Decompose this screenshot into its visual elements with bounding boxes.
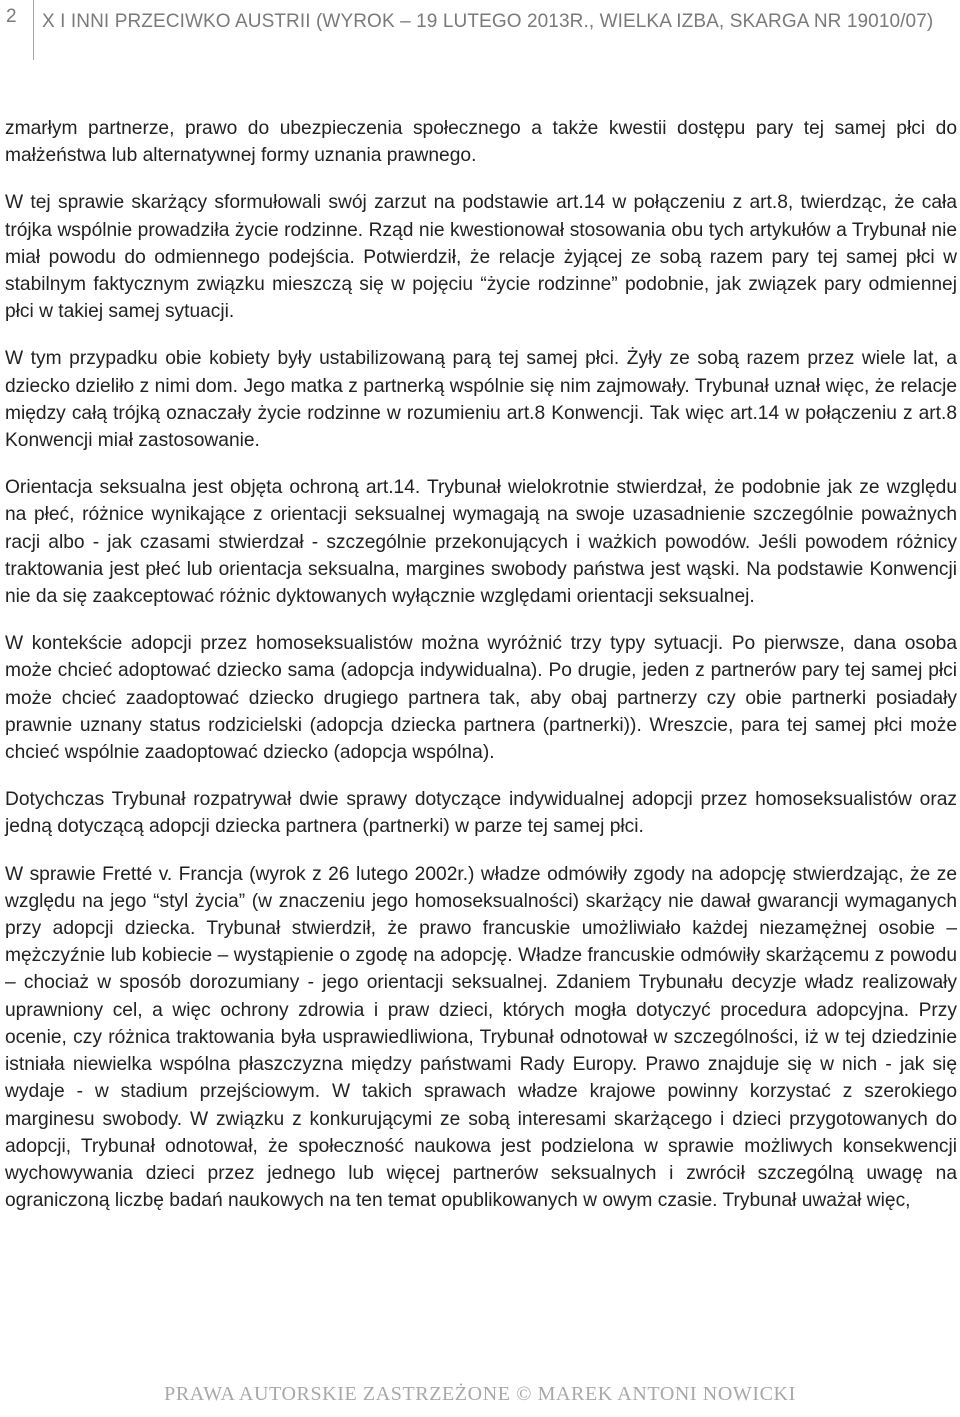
page-number: 2: [6, 6, 17, 27]
paragraph: Orientacja seksualna jest objęta ochroną art.14. Trybunał wielokrotnie stwierdzał, że podobnie jak ze względu na płeć, różnice wynikające z orientacji seksualnej wymagają na swoje uzasadnienie szczególnie poważnych racji albo - jak czasami stwierdzał - szczególnie przekonujących i ważkich powodów. Jeśli powodem różnicy traktowania jest płeć lub orientacja seksualna, margines swobody państwa jest wąski. Na podstawie Konwencji nie da się zaakceptować różnic dyktowanych wyłącznie względami orientacji seksualnej.: [5, 477, 957, 608]
paragraph: W kontekście adopcji przez homoseksualistów można wyróżnić trzy typy sytuacji. Po pierwsze, dana osoba może chcieć adoptować dziecko sama (adopcja indywidualna). Po drugie, jeden z partnerów pary tej samej płci może chcieć zaadoptować dziecko drugiego partnera tak, aby obaj partnerzy czy obie partnerki posiadały prawnie uznany status rodzicielski (adopcja dziecka partnera (partnerki)). Wreszcie, para tej samej płci może chcieć wspólnie zaadoptować dziecko (adopcja wspólna).: [5, 633, 957, 764]
paragraph: W tym przypadku obie kobiety były ustabilizowaną parą tej samej płci. Żyły ze sobą razem przez wiele lat, a dziecko dzieliło z nimi dom. Jego matka z partnerką wspólnie się nim zajmowały. Trybunał uznał więc, że relacje między całą trójką oznaczały życie rodzinne w rozumieniu art.8 Konwencji. Tak więc art.14 w połączeniu z art.8 Konwencji miał zastosowanie.: [5, 348, 957, 452]
page-header: [0, 0, 960, 68]
page-footer: PRAWA AUTORSKIE ZASTRZEŻONE © MAREK ANTONI NOWICKI: [164, 1383, 796, 1405]
paragraph: W sprawie Fretté v. Francja (wyrok z 26 lutego 2002r.) władze odmówiły zgody na adopcję stwierdzając, że ze względu na jego “styl życia” (w znaczeniu jego homoseksualności) skarżący nie dawał gwarancji wymaganych przy adopcji dziecka. Trybunał stwierdził, że prawo francuskie umożliwiało każdej niezamężnej osobie – mężczyźnie lub kobiecie – wystąpienie o zgodę na adopcję. Władze francuskie odmówiły skarżącemu z powodu – chociaż w sposób dorozumiany - jego orientacji seksualnej. Zdaniem Trybunału decyzje władz realizowały uprawniony cel, a więc ochrony zdrowia i praw dzieci, których mogła dotyczyć procedura adopcyjna. Przy ocenie, czy różnica traktowania była usprawiedliwiona, Trybunał odnotował w szczególności, iż w tej dziedzinie istniała niewielka wspólna płaszczyzna między państwami Rady Europy. Prawo znajduje się w nich - jak się wydaje - w stadium przejściowym. W takich sprawach władze krajowe powinny korzystać z szerokiego marginesu swobody. W związku z konkurującymi ze sobą interesami skarżącego i dzieci przygotowanych do adopcji, Trybunał odnotował, że społeczność naukowa jest podzielona w sprawie możliwych konsekwencji wychowywania dzieci przez jednego lub więcej partnerów seksualnych i zwrócił szczególną uwagę na ograniczoną liczbę badań naukowych na ten temat opublikowanych w owym czasie. Trybunał uważał więc,: [5, 863, 957, 1212]
running-title: X I INNI PRZECIWKO AUSTRII (WYROK – 19 LUTEGO 2013R., WIELKA IZBA, SKARGA NR 19010/07): [42, 11, 934, 32]
body-text: [5, 115, 957, 1234]
paragraph: W tej sprawie skarżący sformułowali swój zarzut na podstawie art.14 w połączeniu z art.8, twierdząc, że cała trójka wspólnie prowadziła życie rodzinne. Rząd nie kwestionował stosowania obu tych artykułów a Trybunał nie miał powodu do odmiennego podejścia. Potwierdził, że relacje żyjącej ze sobą razem pary tej samej płci w stabilnym faktycznym związku mieszczą się w pojęciu “życie rodzinne” podobnie, jak związek pary odmiennej płci w takiej samej sytuacji.: [5, 192, 957, 323]
header-divider: [33, 0, 34, 60]
paragraph: zmarłym partnerze, prawo do ubezpieczenia społecznego a także kwestii dostępu pary tej samej płci do małżeństwa lub alternatywnej formy uznania prawnego.: [5, 118, 957, 167]
paragraph: Dotychczas Trybunał rozpatrywał dwie sprawy dotyczące indywidualnej adopcji przez homoseksualistów oraz jedną dotyczącą adopcji dziecka partnera (partnerki) w parze tej samej płci.: [5, 789, 957, 838]
